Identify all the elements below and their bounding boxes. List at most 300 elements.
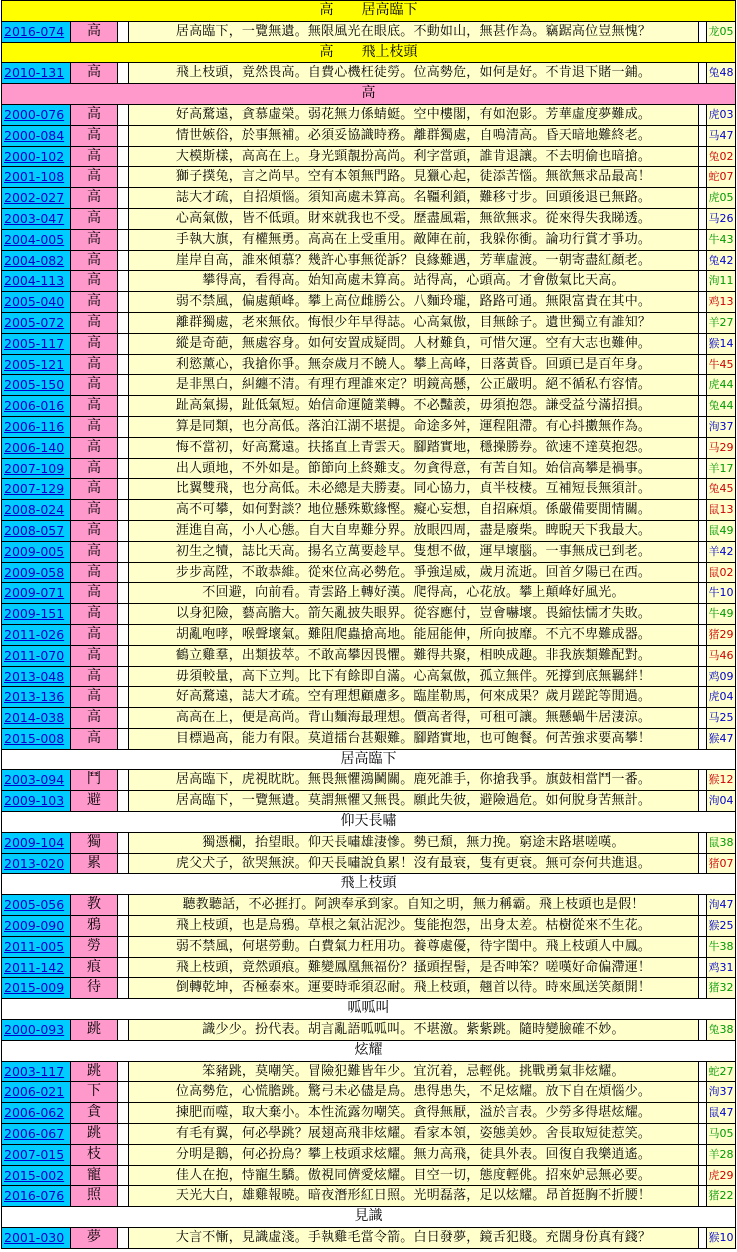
poem-cell: 聽教聽話，不必捱打。阿諛奉承到家。自知之明，無力稱霸。飛上枝頭也是假！ bbox=[129, 895, 699, 915]
poem-cell: 笨豬跳，莫嘲笑。冒險犯難皆年少。宜沉着，忌輕佻。挑戰勇氣非炫耀。 bbox=[129, 1062, 699, 1082]
poem-cell: 揀肥而噬，取大棄小。本性流露勿嘲笑。貪得無厭，溢於言表。少勞多得堪炫耀。 bbox=[129, 1103, 699, 1123]
spacer-cell bbox=[118, 1228, 129, 1248]
issue-link[interactable]: 2006-016 bbox=[1, 396, 71, 416]
zodiac-tag: 鸡13 bbox=[707, 292, 736, 312]
issue-link[interactable]: 2009-058 bbox=[1, 563, 71, 583]
issue-link[interactable]: 2000-076 bbox=[1, 105, 71, 125]
spacer-cell bbox=[699, 230, 707, 250]
keyword-cell: 高 bbox=[71, 313, 118, 333]
keyword-cell: 高 bbox=[71, 396, 118, 416]
spacer-cell bbox=[699, 63, 707, 83]
spacer-cell bbox=[699, 147, 707, 167]
zodiac-tag: 牛43 bbox=[707, 230, 736, 250]
spacer-cell bbox=[118, 355, 129, 375]
spacer-cell bbox=[699, 1082, 707, 1102]
zodiac-tag: 兔42 bbox=[707, 251, 736, 271]
spacer-cell bbox=[699, 604, 707, 624]
spacer-cell bbox=[118, 646, 129, 666]
table-row bbox=[1, 459, 736, 480]
spacer-cell bbox=[118, 604, 129, 624]
zodiac-tag: 洵37 bbox=[707, 1082, 736, 1102]
issue-link[interactable]: 2011-026 bbox=[1, 625, 71, 645]
spacer-cell bbox=[699, 687, 707, 707]
keyword-cell: 高 bbox=[71, 147, 118, 167]
spacer-cell bbox=[699, 438, 707, 458]
poem-cell: 居高臨下，一覽無遺。莫謂無懼又無畏。願此失彼，避險過危。如何脫身苦無計。 bbox=[129, 791, 699, 811]
keyword-cell: 跳 bbox=[71, 1124, 118, 1144]
poem-cell: 誌大才疏，自招煩惱。須知高處未算高。名韁利鎖，難移寸步。回頭後退已無路。 bbox=[129, 188, 699, 208]
poem-cell: 識少少。扮代表。胡言亂語呱呱叫。不堪激。紫紫跳。隨時變臉確不妙。 bbox=[129, 1020, 699, 1040]
table-row bbox=[1, 126, 736, 147]
spacer-cell bbox=[699, 770, 707, 790]
spacer-cell bbox=[118, 251, 129, 271]
spacer-cell bbox=[699, 895, 707, 915]
poem-cell: 攀得高，看得高。始知高處未算高。站得高，心頭高。才會傲氣比天高。 bbox=[129, 271, 699, 291]
spacer-cell bbox=[118, 209, 129, 229]
spacer-cell bbox=[699, 459, 707, 479]
keyword-cell: 貪 bbox=[71, 1103, 118, 1123]
table-row bbox=[1, 667, 736, 688]
table-row bbox=[1, 251, 736, 272]
spacer-cell bbox=[699, 833, 707, 853]
table-row bbox=[1, 708, 736, 729]
zodiac-tag: 马29 bbox=[707, 438, 736, 458]
issue-link[interactable]: 2008-057 bbox=[1, 521, 71, 541]
issue-link[interactable]: 2004-113 bbox=[1, 271, 71, 291]
spacer-cell bbox=[699, 271, 707, 291]
poem-cell: 心高氣傲，皆不低頭。財來就我也不受。歷盡風霜，無欲無求。從來得失我睇透。 bbox=[129, 209, 699, 229]
issue-link[interactable]: 2007-109 bbox=[1, 459, 71, 479]
keyword-cell: 枝 bbox=[71, 1145, 118, 1165]
zodiac-tag: 羊17 bbox=[707, 459, 736, 479]
spacer-cell bbox=[118, 791, 129, 811]
poem-cell: 高不可攀，如何對談？地位懸殊歎緣慳。癡心妄想，自招麻煩。係嚴備要閒情關。 bbox=[129, 500, 699, 520]
section-header: 見識 bbox=[1, 1207, 736, 1228]
keyword-cell: 高 bbox=[71, 542, 118, 562]
spacer-cell bbox=[699, 667, 707, 687]
keyword-cell: 跳 bbox=[71, 1062, 118, 1082]
spacer-cell bbox=[699, 646, 707, 666]
spacer-cell bbox=[699, 1062, 707, 1082]
keyword-cell: 高 bbox=[71, 271, 118, 291]
spacer-cell bbox=[699, 105, 707, 125]
spacer-cell bbox=[118, 105, 129, 125]
keyword-cell: 照 bbox=[71, 1186, 118, 1206]
spacer-cell bbox=[118, 1082, 129, 1102]
keyword-cell: 高 bbox=[71, 604, 118, 624]
table-row bbox=[1, 355, 736, 376]
issue-link[interactable]: 2006-067 bbox=[1, 1124, 71, 1144]
spacer-cell bbox=[118, 1020, 129, 1040]
keyword-cell: 高 bbox=[71, 687, 118, 707]
poem-cell: 情世嫉俗，於事無補。必須妥協識時務。離群獨處，自鳴清高。昏天暗地難終老。 bbox=[129, 126, 699, 146]
spacer-cell bbox=[118, 1062, 129, 1082]
issue-link[interactable]: 2004-005 bbox=[1, 230, 71, 250]
zodiac-tag: 洵04 bbox=[707, 791, 736, 811]
zodiac-tag: 兔38 bbox=[707, 1020, 736, 1040]
poem-cell: 悔不當初，好高騖遠。扶搖直上青雲天。腳踏實地，穩操勝券。欲速不達莫抱怨。 bbox=[129, 438, 699, 458]
spacer-cell bbox=[699, 1228, 707, 1248]
issue-link[interactable]: 2007-015 bbox=[1, 1145, 71, 1165]
poem-cell: 大言不慚，見識虛淺。手執雞毛當令箭。白日發夢，鏡舌犯賤。充闊身份真有錢？ bbox=[129, 1228, 699, 1248]
spacer-cell bbox=[118, 1124, 129, 1144]
spacer-cell bbox=[118, 687, 129, 707]
zodiac-tag: 牛10 bbox=[707, 583, 736, 603]
zodiac-tag: 兔48 bbox=[707, 63, 736, 83]
issue-link[interactable]: 2009-151 bbox=[1, 604, 71, 624]
zodiac-tag: 洵11 bbox=[707, 271, 736, 291]
spacer-cell bbox=[118, 521, 129, 541]
poem-cell: 是非黑白，糾纏不清。有理冇理誰來定？明鏡高懸，公正嚴明。絕不循私冇容情。 bbox=[129, 375, 699, 395]
zodiac-tag: 鼠47 bbox=[707, 1103, 736, 1123]
keyword-cell: 鴉 bbox=[71, 916, 118, 936]
issue-link[interactable]: 2006-062 bbox=[1, 1103, 71, 1123]
issue-link[interactable]: 2000-084 bbox=[1, 126, 71, 146]
spacer-cell bbox=[699, 479, 707, 499]
table-row bbox=[1, 167, 736, 188]
spacer-cell bbox=[699, 791, 707, 811]
zodiac-tag: 马46 bbox=[707, 646, 736, 666]
keyword-cell: 教 bbox=[71, 895, 118, 915]
table-row bbox=[1, 1082, 736, 1103]
table-row bbox=[1, 63, 736, 84]
table-row bbox=[1, 105, 736, 126]
issue-link[interactable]: 2003-094 bbox=[1, 770, 71, 790]
poem-cell: 弱不禁風，偏處顛峰。攀上高位雌勝公。八麵玲瓏，路路可通。無限富貴在其中。 bbox=[129, 292, 699, 312]
issue-link[interactable]: 2005-040 bbox=[1, 292, 71, 312]
spacer-cell bbox=[699, 937, 707, 957]
issue-link[interactable]: 2000-102 bbox=[1, 147, 71, 167]
spacer-cell bbox=[699, 167, 707, 187]
zodiac-tag: 龙05 bbox=[707, 22, 736, 42]
issue-link[interactable]: 2015-009 bbox=[1, 978, 71, 998]
table-row bbox=[1, 854, 736, 875]
table-row bbox=[1, 147, 736, 168]
table-row bbox=[1, 334, 736, 355]
keyword-cell: 跳 bbox=[71, 1020, 118, 1040]
spacer-cell bbox=[699, 1145, 707, 1165]
zodiac-tag: 猴14 bbox=[707, 334, 736, 354]
table-row bbox=[1, 833, 736, 854]
zodiac-tag: 鼠13 bbox=[707, 500, 736, 520]
keyword-cell: 高 bbox=[71, 355, 118, 375]
spacer-cell bbox=[118, 563, 129, 583]
table-row bbox=[1, 958, 736, 979]
zodiac-tag: 蛇27 bbox=[707, 1062, 736, 1082]
issue-link[interactable]: 2000-093 bbox=[1, 1020, 71, 1040]
keyword-cell: 高 bbox=[71, 479, 118, 499]
table-row bbox=[1, 1145, 736, 1166]
spacer-cell bbox=[699, 313, 707, 333]
spacer-cell bbox=[699, 563, 707, 583]
issue-link[interactable]: 2011-005 bbox=[1, 937, 71, 957]
spacer-cell bbox=[118, 375, 129, 395]
spacer-cell bbox=[699, 625, 707, 645]
spacer-cell bbox=[118, 459, 129, 479]
spacer-cell bbox=[699, 542, 707, 562]
poem-cell: 涯進自高，小人心態。自大自卑難分界。放眼四周，盡是廢柴。睥睨天下我最大。 bbox=[129, 521, 699, 541]
spacer-cell bbox=[118, 833, 129, 853]
table-row bbox=[1, 1166, 736, 1187]
zodiac-tag: 猴12 bbox=[707, 770, 736, 790]
table-row bbox=[1, 978, 736, 999]
poem-cell: 崖岸自高，誰來傾慕？幾許心事無從訴？良緣難遇，芳華虛渡。一朝寄盡紅顏老。 bbox=[129, 251, 699, 271]
table-row bbox=[1, 729, 736, 750]
keyword-cell: 高 bbox=[71, 375, 118, 395]
table-row bbox=[1, 604, 736, 625]
spacer-cell bbox=[699, 978, 707, 998]
spacer-cell bbox=[699, 708, 707, 728]
poem-cell: 飛上枝頭，竟然畏高。自費心機枉徒勞。位高勢危，如何是好。不肯退下賭一鋪。 bbox=[129, 63, 699, 83]
spacer-cell bbox=[699, 334, 707, 354]
issue-link[interactable]: 2006-140 bbox=[1, 438, 71, 458]
table-row bbox=[1, 542, 736, 563]
section-header: 炫耀 bbox=[1, 1041, 736, 1062]
issue-link[interactable]: 2009-104 bbox=[1, 833, 71, 853]
poem-cell: 佳人在抱，恃寵生驕。傲視同儕愛炫耀。目空一切，態度輕佻。招來妒忌無必要。 bbox=[129, 1166, 699, 1186]
keyword-cell: 夢 bbox=[71, 1228, 118, 1248]
spacer-cell bbox=[118, 22, 129, 42]
issue-link[interactable]: 2006-116 bbox=[1, 417, 71, 437]
spacer-cell bbox=[118, 937, 129, 957]
poem-cell: 好高騖遠，誌大才疏。空有理想顧慮多。臨崖勒馬，何來成果？歲月蹉跎等閒過。 bbox=[129, 687, 699, 707]
table-row bbox=[1, 770, 736, 791]
spacer-cell bbox=[118, 625, 129, 645]
section-header: 高 飛上枝頭 bbox=[1, 43, 736, 64]
keyword-cell: 勞 bbox=[71, 937, 118, 957]
spacer-cell bbox=[699, 22, 707, 42]
spacer-cell bbox=[699, 126, 707, 146]
issue-link[interactable]: 2011-070 bbox=[1, 646, 71, 666]
issue-link[interactable]: 2008-024 bbox=[1, 500, 71, 520]
zodiac-tag: 猴47 bbox=[707, 729, 736, 749]
issue-link[interactable]: 2002-027 bbox=[1, 188, 71, 208]
issue-link[interactable]: 2013-020 bbox=[1, 854, 71, 874]
issue-link[interactable]: 2010-131 bbox=[1, 63, 71, 83]
spacer-cell bbox=[699, 958, 707, 978]
keyword-cell: 獨 bbox=[71, 833, 118, 853]
table-row bbox=[1, 916, 736, 937]
keyword-cell: 待 bbox=[71, 978, 118, 998]
zodiac-tag: 虎29 bbox=[707, 1166, 736, 1186]
issue-link[interactable]: 2009-090 bbox=[1, 916, 71, 936]
spacer-cell bbox=[699, 729, 707, 749]
table-row bbox=[1, 895, 736, 916]
issue-link[interactable]: 2015-002 bbox=[1, 1166, 71, 1186]
zodiac-tag: 鸡31 bbox=[707, 958, 736, 978]
keyword-cell: 高 bbox=[71, 500, 118, 520]
keyword-cell: 痕 bbox=[71, 958, 118, 978]
poem-cell: 獅子撲兔，言之尚早。空有本領無門路。見獵心起，徒添苦惱。無欲無求品最高！ bbox=[129, 167, 699, 187]
issue-link[interactable]: 2005-121 bbox=[1, 355, 71, 375]
spacer-cell bbox=[118, 542, 129, 562]
issue-link[interactable]: 2009-103 bbox=[1, 791, 71, 811]
spacer-cell bbox=[699, 916, 707, 936]
zodiac-tag: 牛49 bbox=[707, 604, 736, 624]
zodiac-tag: 牛45 bbox=[707, 355, 736, 375]
spacer-cell bbox=[118, 188, 129, 208]
keyword-cell: 高 bbox=[71, 167, 118, 187]
spacer-cell bbox=[118, 479, 129, 499]
keyword-cell: 高 bbox=[71, 521, 118, 541]
section-header: 仰天長嘯 bbox=[1, 812, 736, 833]
table-row bbox=[1, 583, 736, 604]
issue-link[interactable]: 2001-108 bbox=[1, 167, 71, 187]
table-row bbox=[1, 292, 736, 313]
poem-cell: 分明是鵝，何必扮鳥？攀上枝頭求炫耀。無力高飛，徒具外表。回復自我樂逍遙。 bbox=[129, 1145, 699, 1165]
spacer-cell bbox=[118, 708, 129, 728]
table-row bbox=[1, 1186, 736, 1207]
spacer-cell bbox=[118, 417, 129, 437]
poem-table bbox=[1, 0, 736, 1249]
poem-cell: 步步高陞，不敢恭維。從來位高必勢危。爭強逞威，歲月流逝。回首夕陽已在西。 bbox=[129, 563, 699, 583]
keyword-cell: 高 bbox=[71, 708, 118, 728]
spacer-cell bbox=[118, 916, 129, 936]
spacer-cell bbox=[118, 313, 129, 333]
spacer-cell bbox=[118, 438, 129, 458]
spacer-cell bbox=[699, 1186, 707, 1206]
issue-link[interactable]: 2014-038 bbox=[1, 708, 71, 728]
spacer-cell bbox=[118, 854, 129, 874]
poem-cell: 大模斯樣，高高在上。身光頸靚扮高尚。利字當頭，誰肯退讓。不去明偷也暗搶。 bbox=[129, 147, 699, 167]
poem-cell: 飛上枝頭，竟然頭痕。難變鳳凰無福份？搔頭捏髻，是否呻笨？嗟嘆好命偏滯運！ bbox=[129, 958, 699, 978]
spacer-cell bbox=[699, 251, 707, 271]
zodiac-tag: 马47 bbox=[707, 126, 736, 146]
spacer-cell bbox=[699, 355, 707, 375]
keyword-cell: 高 bbox=[71, 63, 118, 83]
poem-cell: 趾高氣揚，趾低氣短。始信命運隨業轉。不必豔羨，毋須抱怨。謙受益兮滿招損。 bbox=[129, 396, 699, 416]
zodiac-tag: 虎44 bbox=[707, 375, 736, 395]
poem-cell: 利慾薰心，我搶你爭。無奈歲月不饒人。攀上高峰，日落黃昏。回頭已是百年身。 bbox=[129, 355, 699, 375]
keyword-cell: 高 bbox=[71, 417, 118, 437]
issue-link[interactable]: 2004-082 bbox=[1, 251, 71, 271]
issue-link[interactable]: 2013-136 bbox=[1, 687, 71, 707]
poem-cell: 縱是奇葩，無處容身。如何安置成疑問。人材難負，可惜欠運。空有大志也難伸。 bbox=[129, 334, 699, 354]
issue-link[interactable]: 2007-129 bbox=[1, 479, 71, 499]
issue-link[interactable]: 2015-008 bbox=[1, 729, 71, 749]
table-row bbox=[1, 417, 736, 438]
poem-cell: 高高在上，便是高尚。背山麵海最理想。價高者得，可租可讓。無懸蝸牛居淒涼。 bbox=[129, 708, 699, 728]
issue-link[interactable]: 2016-076 bbox=[1, 1186, 71, 1206]
spacer-cell bbox=[118, 292, 129, 312]
keyword-cell: 高 bbox=[71, 583, 118, 603]
zodiac-tag: 虎05 bbox=[707, 188, 736, 208]
poem-cell: 不回避，向前看。青雲路上轉好漢。爬得高，心花放。攀上顛峰好風光。 bbox=[129, 583, 699, 603]
issue-link[interactable]: 2016-074 bbox=[1, 22, 71, 42]
zodiac-tag: 猴25 bbox=[707, 916, 736, 936]
spacer-cell bbox=[118, 334, 129, 354]
table-row bbox=[1, 1228, 736, 1249]
issue-link[interactable]: 2005-150 bbox=[1, 375, 71, 395]
poem-cell: 目標過高，能力有限。莫道擂台甚艱難。腳踏實地，也可飽餐。何苦強求要高攀！ bbox=[129, 729, 699, 749]
spacer-cell bbox=[699, 292, 707, 312]
spacer-cell bbox=[118, 230, 129, 250]
spacer-cell bbox=[118, 978, 129, 998]
spacer-cell bbox=[699, 188, 707, 208]
issue-link[interactable]: 2005-056 bbox=[1, 895, 71, 915]
zodiac-tag: 羊28 bbox=[707, 1145, 736, 1165]
keyword-cell: 高 bbox=[71, 251, 118, 271]
zodiac-tag: 马26 bbox=[707, 209, 736, 229]
spacer-cell bbox=[118, 1186, 129, 1206]
zodiac-tag: 羊27 bbox=[707, 313, 736, 333]
keyword-cell: 累 bbox=[71, 854, 118, 874]
keyword-cell: 高 bbox=[71, 646, 118, 666]
spacer-cell bbox=[699, 396, 707, 416]
issue-link[interactable]: 2011-142 bbox=[1, 958, 71, 978]
issue-link[interactable]: 2005-117 bbox=[1, 334, 71, 354]
table-row bbox=[1, 209, 736, 230]
table-row bbox=[1, 1124, 736, 1145]
keyword-cell: 高 bbox=[71, 729, 118, 749]
spacer-cell bbox=[118, 167, 129, 187]
zodiac-tag: 洵37 bbox=[707, 417, 736, 437]
poem-cell: 飛上枝頭，也是烏鴉。草根之氣沾泥沙。隻能抱怨，出身太差。枯樹從來不生花。 bbox=[129, 916, 699, 936]
table-row bbox=[1, 22, 736, 43]
poem-cell: 出人頭地，不外如是。節節向上終難支。勿貪得意，有苦自知。始信高攀是禍事。 bbox=[129, 459, 699, 479]
spacer-cell bbox=[118, 1166, 129, 1186]
table-row bbox=[1, 396, 736, 417]
poem-cell: 比翼雙飛，也分高低。未必總是夫勝妻。同心協力，貞半枝棲。互補短長無須計。 bbox=[129, 479, 699, 499]
poem-cell: 好高騖遠，貪慕虛榮。弱花無力係蜻蜓。空中樓閣，有如泡影。芳華虛度夢難成。 bbox=[129, 105, 699, 125]
issue-link[interactable]: 2003-117 bbox=[1, 1062, 71, 1082]
issue-link[interactable]: 2003-047 bbox=[1, 209, 71, 229]
poem-cell: 位高勢危，心慌膽跳。驚弓未必儘是鳥。患得患失，不足炫耀。放下自在煩惱少。 bbox=[129, 1082, 699, 1102]
spacer-cell bbox=[699, 375, 707, 395]
zodiac-tag: 牛38 bbox=[707, 937, 736, 957]
poem-cell: 毋須較量，高下立判。比下有餘即自滿。心高氣傲，孤立無伴。死撐到底無羈絆！ bbox=[129, 667, 699, 687]
spacer-cell bbox=[118, 147, 129, 167]
spacer-cell bbox=[699, 1124, 707, 1144]
issue-link[interactable]: 2013-048 bbox=[1, 667, 71, 687]
zodiac-tag: 兔02 bbox=[707, 147, 736, 167]
zodiac-tag: 兔44 bbox=[707, 396, 736, 416]
zodiac-tag: 猪29 bbox=[707, 625, 736, 645]
poem-cell: 居高臨下，虎視眈眈。無畏無懼鴻鬭關。鹿死誰手，你搶我爭。旗鼓相當鬥一番。 bbox=[129, 770, 699, 790]
keyword-cell: 寵 bbox=[71, 1166, 118, 1186]
issue-link[interactable]: 2009-071 bbox=[1, 583, 71, 603]
section-header: 高 bbox=[1, 84, 736, 105]
zodiac-tag: 马25 bbox=[707, 708, 736, 728]
spacer-cell bbox=[699, 1166, 707, 1186]
spacer-cell bbox=[118, 1103, 129, 1123]
spacer-cell bbox=[118, 729, 129, 749]
keyword-cell: 高 bbox=[71, 459, 118, 479]
poem-cell: 有毛有翼，何必學跳？展翅高飛非炫耀。看家本領，姿態美妙。舍長取短徒惹笑。 bbox=[129, 1124, 699, 1144]
zodiac-tag: 鼠49 bbox=[707, 521, 736, 541]
zodiac-tag: 羊42 bbox=[707, 542, 736, 562]
spacer-cell bbox=[118, 667, 129, 687]
issue-link[interactable]: 2009-005 bbox=[1, 542, 71, 562]
zodiac-tag: 猪22 bbox=[707, 1186, 736, 1206]
zodiac-tag: 鸡09 bbox=[707, 667, 736, 687]
spacer-cell bbox=[118, 1145, 129, 1165]
keyword-cell: 高 bbox=[71, 105, 118, 125]
issue-link[interactable]: 2005-072 bbox=[1, 313, 71, 333]
zodiac-tag: 兔45 bbox=[707, 479, 736, 499]
spacer-cell bbox=[699, 209, 707, 229]
spacer-cell bbox=[118, 396, 129, 416]
keyword-cell: 高 bbox=[71, 625, 118, 645]
zodiac-tag: 鼠38 bbox=[707, 833, 736, 853]
table-row bbox=[1, 1103, 736, 1124]
issue-link[interactable]: 2006-021 bbox=[1, 1082, 71, 1102]
issue-link[interactable]: 2001-030 bbox=[1, 1228, 71, 1248]
table-row bbox=[1, 1062, 736, 1083]
table-row bbox=[1, 937, 736, 958]
section-header: 呱呱叫 bbox=[1, 999, 736, 1020]
keyword-cell: 高 bbox=[71, 438, 118, 458]
